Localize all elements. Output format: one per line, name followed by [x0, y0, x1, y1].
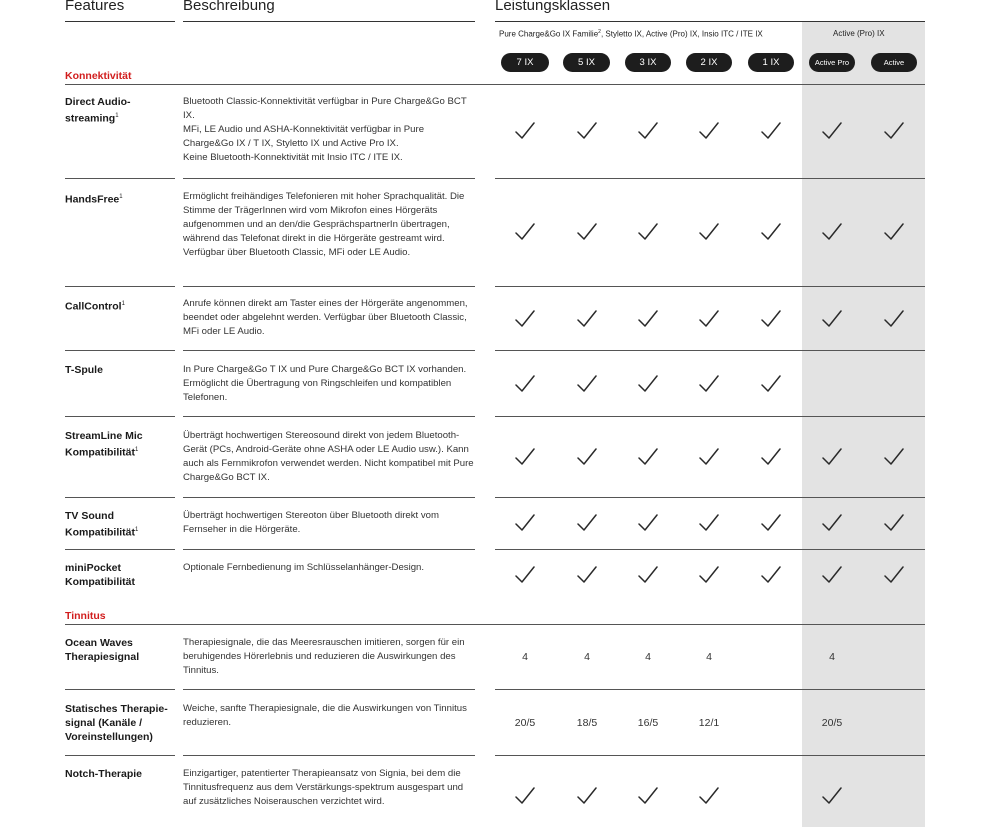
- check-icon: [577, 786, 597, 806]
- level-pill-5ix: 5 IX: [563, 53, 610, 72]
- check-icon: [577, 309, 597, 329]
- feature-description: [183, 561, 475, 575]
- feature-name: [65, 363, 175, 377]
- row-divider: [65, 178, 175, 179]
- check-icon: [699, 447, 719, 467]
- feature-name-line: HandsFree: [65, 193, 120, 206]
- row-divider: [183, 549, 475, 550]
- features-header: Features: [65, 0, 125, 14]
- feature-description-paragraph: Überträgt hochwertigen Stereoton über Bluetooth direkt vom Fernseher in die Hörgeräte.: [183, 510, 439, 535]
- feature-name-line: Voreinstellungen): [65, 731, 153, 743]
- family-sup: 2: [598, 29, 601, 35]
- check-icon: [761, 309, 781, 329]
- row-divider: [183, 416, 475, 417]
- feature-description-paragraph: Einzigartiger, patentierter Therapieansatz von Signia, bei dem die Tinnitusfrequenz aus dem Verstärkungs-spektrum ausgespart und auf zusätzliches Noiserauschen verzichtet wird.: [183, 768, 464, 807]
- feature-name: [65, 190, 175, 207]
- row-divider: [495, 689, 925, 690]
- level-pill-active: Active: [871, 53, 917, 72]
- check-icon: [699, 374, 719, 394]
- row-divider: [495, 416, 925, 417]
- check-icon: [515, 513, 535, 533]
- section-tinnitus: Tinnitus: [65, 610, 106, 622]
- row-divider: [65, 755, 175, 756]
- check-icon: [515, 786, 535, 806]
- row-divider: [65, 549, 175, 550]
- level-pill-1ix: 1 IX: [748, 53, 794, 72]
- footnote-marker: 1: [119, 194, 123, 200]
- check-icon: [577, 121, 597, 141]
- cell-value: 20/5: [821, 717, 843, 729]
- footnote-marker: 1: [135, 447, 139, 453]
- check-icon: [699, 121, 719, 141]
- feature-name-line: CallControl: [65, 300, 122, 313]
- feature-name-line: Statisches Therapie-: [65, 703, 168, 715]
- feature-description: [183, 702, 475, 730]
- feature-name-line: TV Sound: [65, 510, 114, 522]
- feature-description-paragraph: Überträgt hochwertigen Stereosound direkt von jedem Bluetooth-Gerät (PCs, Android-Geräte ohne ASHA oder LE Audio usw.). Kann auch als Fernmikrofon verwendet werden. Nicht kompatibel mit Pure Charge&Go BCT IX.: [183, 430, 474, 483]
- check-icon: [577, 447, 597, 467]
- check-icon: [577, 565, 597, 585]
- cell-value: 4: [829, 651, 835, 663]
- check-icon: [699, 565, 719, 585]
- feature-name-line: signal (Kanäle /: [65, 717, 143, 729]
- check-icon: [515, 222, 535, 242]
- feature-name: [65, 636, 175, 664]
- cell-value: 4: [706, 651, 712, 663]
- family-rest: , Styletto IX, Active (Pro) IX, Insio ITC / ITE IX: [600, 29, 763, 39]
- feature-description: [183, 509, 475, 537]
- level-pill-7ix: 7 IX: [501, 53, 549, 72]
- check-icon: [822, 447, 842, 467]
- family-subheader: [499, 29, 763, 39]
- check-icon: [638, 222, 658, 242]
- cell-value: 4: [584, 651, 590, 663]
- check-icon: [884, 121, 904, 141]
- cell-value: 12/1: [698, 717, 720, 729]
- feature-name-line: StreamLine Mic: [65, 430, 143, 442]
- check-icon: [822, 565, 842, 585]
- check-icon: [822, 309, 842, 329]
- cell-value: 16/5: [637, 717, 659, 729]
- check-icon: [761, 121, 781, 141]
- cell-value: 4: [522, 651, 528, 663]
- check-icon: [884, 309, 904, 329]
- feature-description: [183, 190, 475, 260]
- feature-name: [65, 429, 175, 460]
- row-divider: [495, 497, 925, 498]
- row-divider: [183, 286, 475, 287]
- check-icon: [577, 374, 597, 394]
- row-divider: [65, 689, 175, 690]
- cell-value: 4: [645, 651, 651, 663]
- check-icon: [638, 374, 658, 394]
- section-konnektivitaet: Konnektivität: [65, 70, 132, 82]
- check-icon: [822, 222, 842, 242]
- feature-name-line: Kompatibilität: [65, 576, 135, 588]
- feature-name-line: Direct Audio-: [65, 96, 131, 108]
- feature-name: [65, 297, 175, 314]
- feature-description-paragraph: Keine Bluetooth-Konnektivität mit Insio ITC / ITE IX.: [183, 152, 403, 163]
- check-icon: [884, 513, 904, 533]
- cell-value: 20/5: [514, 717, 536, 729]
- feature-name-line: streaming: [65, 112, 116, 125]
- check-icon: [884, 222, 904, 242]
- check-icon: [577, 513, 597, 533]
- feature-name: [65, 95, 175, 126]
- check-icon: [699, 786, 719, 806]
- row-divider: [183, 755, 475, 756]
- beschreibung-header-rule: [183, 21, 475, 22]
- check-icon: [699, 513, 719, 533]
- feature-name-line: miniPocket: [65, 562, 122, 574]
- feature-description: [183, 429, 475, 485]
- check-icon: [761, 447, 781, 467]
- level-pill-2ix: 2 IX: [686, 53, 732, 72]
- section-tinnitus-rule: [65, 624, 925, 625]
- check-icon: [761, 374, 781, 394]
- feature-name-line: Ocean Waves: [65, 637, 133, 649]
- check-icon: [761, 513, 781, 533]
- row-divider: [65, 286, 175, 287]
- feature-name-line: Notch-Therapie: [65, 768, 143, 780]
- row-divider: [495, 286, 925, 287]
- row-divider: [183, 350, 475, 351]
- check-icon: [822, 513, 842, 533]
- row-divider: [65, 350, 175, 351]
- feature-description-paragraph: In Pure Charge&Go T IX und Pure Charge&Go BCT IX vorhanden. Ermöglicht die Übertragung von Ringschleifen und kompatiblen Telefonen.: [183, 364, 467, 403]
- feature-description: [183, 297, 475, 339]
- check-icon: [515, 121, 535, 141]
- check-icon: [699, 222, 719, 242]
- features-header-rule: [65, 21, 175, 22]
- check-icon: [577, 222, 597, 242]
- row-divider: [495, 350, 925, 351]
- cell-value: 18/5: [576, 717, 598, 729]
- check-icon: [638, 513, 658, 533]
- beschreibung-header: Beschreibung: [183, 0, 275, 14]
- check-icon: [638, 565, 658, 585]
- leistungsklassen-header-rule: [495, 21, 925, 22]
- feature-description: [183, 636, 475, 678]
- check-icon: [638, 447, 658, 467]
- feature-description-paragraph: Optionale Fernbedienung im Schlüsselanhänger-Design.: [183, 562, 425, 573]
- feature-name: [65, 767, 175, 781]
- feature-description-paragraph: Bluetooth Classic-Konnektivität verfügbar in Pure Charge&Go BCT IX.: [183, 96, 467, 121]
- check-icon: [699, 309, 719, 329]
- row-divider: [65, 416, 175, 417]
- footnote-marker: 1: [115, 113, 119, 119]
- feature-description-paragraph: Therapiesignale, die das Meeresrauschen imitieren, sorgen für ein beruhigendes Hörerlebnis und reduzieren die Auswirkungen des Tinnitus.: [183, 637, 465, 676]
- check-icon: [884, 447, 904, 467]
- row-divider: [183, 497, 475, 498]
- row-divider: [495, 755, 925, 756]
- feature-name: [65, 702, 175, 744]
- check-icon: [761, 222, 781, 242]
- check-icon: [515, 565, 535, 585]
- level-pill-active-pro: Active Pro: [809, 53, 855, 72]
- feature-description-paragraph: Anrufe können direkt am Taster eines der Hörgeräte angenommen, beendet oder abgelehnt werden. Verfügbar über Bluetooth Classic, MFi oder LE Audio.: [183, 298, 468, 337]
- footnote-marker: 1: [121, 301, 125, 307]
- feature-name-line: T-Spule: [65, 364, 103, 376]
- feature-description-paragraph: MFi, LE Audio und ASHA-Konnektivität verfügbar in Pure Charge&Go IX / T IX, Styletto IX und Active Pro IX.: [183, 124, 425, 149]
- row-divider: [495, 549, 925, 550]
- feature-name: [65, 561, 175, 589]
- feature-description-paragraph: Ermöglicht freihändiges Telefonieren mit hoher Sprachqualität. Die Stimme der TrägerInnen wird vom Mikrofon eines Hörgeräts aufgenommen und an den/die GesprächspartnerIn übertragen, während das Telefonat direkt in die Hörgeräte gestreamt wird. Verfügbar über Bluetooth Classic, MFi oder LE Audio.: [183, 191, 465, 258]
- check-icon: [884, 565, 904, 585]
- check-icon: [638, 786, 658, 806]
- active-column-highlight: [802, 22, 925, 827]
- check-icon: [515, 447, 535, 467]
- family-label: Pure Charge&Go IX Familie: [499, 29, 599, 39]
- check-icon: [822, 786, 842, 806]
- row-divider: [495, 178, 925, 179]
- feature-name-line: Kompatibilität: [65, 526, 135, 539]
- footnote-marker: 1: [135, 527, 139, 533]
- feature-description-paragraph: Weiche, sanfte Therapiesignale, die die Auswirkungen von Tinnitus reduzieren.: [183, 703, 467, 728]
- feature-name-line: Kompatibilität: [65, 446, 135, 459]
- feature-name-line: Therapiesignal: [65, 651, 140, 663]
- feature-description: [183, 363, 475, 405]
- leistungsklassen-header: Leistungsklassen: [495, 0, 611, 14]
- active-subheader: Active (Pro) IX: [833, 29, 885, 38]
- check-icon: [515, 309, 535, 329]
- check-icon: [761, 565, 781, 585]
- check-icon: [638, 309, 658, 329]
- feature-name: [65, 509, 175, 540]
- feature-description: [183, 767, 475, 809]
- row-divider: [65, 497, 175, 498]
- level-pill-3ix: 3 IX: [625, 53, 671, 72]
- feature-description: [183, 95, 475, 165]
- check-icon: [822, 121, 842, 141]
- check-icon: [515, 374, 535, 394]
- section-konnektivitaet-rule: [65, 84, 925, 85]
- check-icon: [638, 121, 658, 141]
- row-divider: [183, 689, 475, 690]
- row-divider: [183, 178, 475, 179]
